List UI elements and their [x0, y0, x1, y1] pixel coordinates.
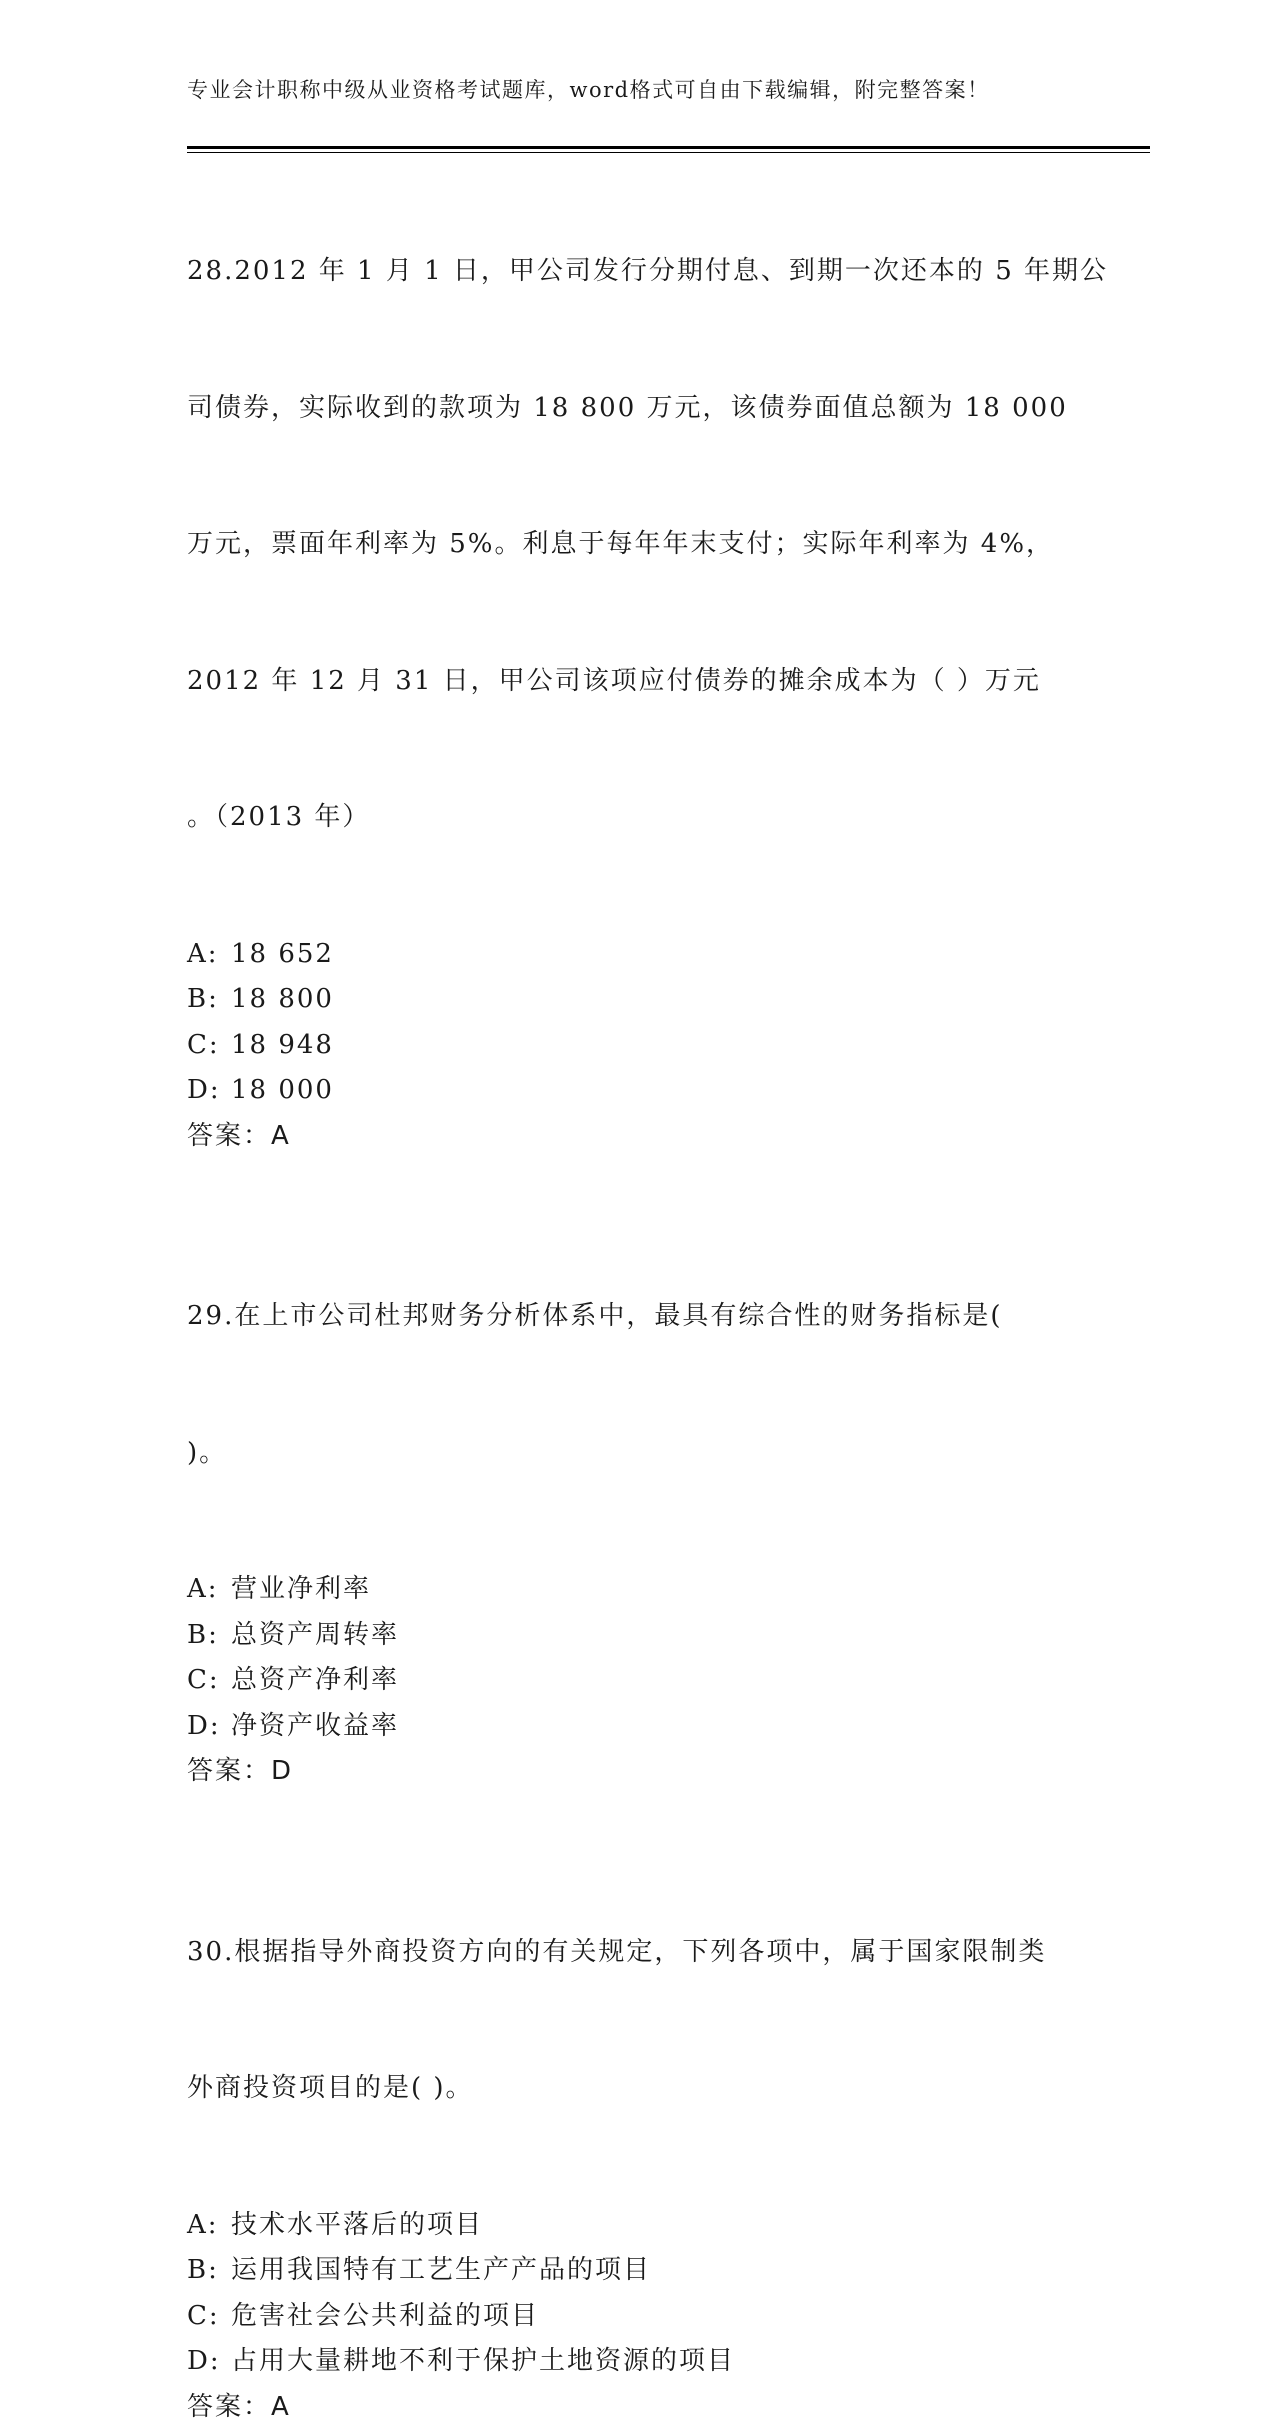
option-b — [187, 1613, 1087, 1659]
option-c — [187, 1658, 1087, 1704]
question-29 — [187, 1203, 1087, 1795]
option-c — [187, 2294, 1087, 2340]
stem-line: 。（2013 年） — [187, 795, 1087, 841]
option-letter: A: — [187, 2203, 231, 2249]
option-a — [187, 1567, 1087, 1613]
stem-line: 30.根据指导外商投资方向的有关规定，下列各项中，属于国家限制类 — [187, 1930, 1087, 1976]
option-text: 净资产收益率 — [231, 1704, 399, 1750]
option-text: 18 800 — [231, 977, 334, 1023]
stem-line: )。 — [187, 1431, 1087, 1477]
stem-line: 外商投资项目的是( )。 — [187, 2066, 1087, 2112]
stem-line: 29.在上市公司杜邦财务分析体系中，最具有综合性的财务指标是( — [187, 1294, 1087, 1340]
option-a — [187, 2203, 1087, 2249]
option-text: 18 652 — [231, 932, 334, 978]
stem-line: 2012 年 12 月 31 日，甲公司该项应付债券的摊余成本为（ ）万元 — [187, 659, 1087, 705]
option-letter: B: — [187, 2248, 231, 2294]
option-letter: B: — [187, 1613, 231, 1659]
answer-line: 答案：A — [187, 1114, 1087, 1160]
stem-line: 司债券，实际收到的款项为 18 800 万元，该债券面值总额为 18 000 — [187, 386, 1087, 432]
option-b — [187, 977, 1087, 1023]
question-30 — [187, 1839, 1087, 2430]
option-c — [187, 1023, 1087, 1069]
question-list — [187, 158, 1087, 2430]
option-letter: A: — [187, 932, 231, 978]
option-d — [187, 1068, 1087, 1114]
option-text: 18 948 — [231, 1023, 334, 1069]
option-text: 占用大量耕地不利于保护土地资源的项目 — [231, 2339, 735, 2385]
option-letter: C: — [187, 1658, 231, 1704]
option-text: 总资产周转率 — [231, 1613, 399, 1659]
stem-line: 28.2012 年 1 月 1 日，甲公司发行分期付息、到期一次还本的 5 年期公 — [187, 249, 1087, 295]
option-text: 危害社会公共利益的项目 — [231, 2294, 539, 2340]
stem-line: 万元，票面年利率为 5%。利息于每年年末支付；实际年利率为 4%， — [187, 522, 1087, 568]
option-letter: C: — [187, 2294, 231, 2340]
answer-line: 答案：A — [187, 2385, 1087, 2430]
option-letter: D: — [187, 1068, 231, 1114]
header-divider-thin — [187, 152, 1150, 153]
option-text: 总资产净利率 — [231, 1658, 399, 1704]
option-letter: D: — [187, 2339, 231, 2385]
question-stem — [187, 158, 1087, 932]
answer-line: 答案：D — [187, 1749, 1087, 1795]
option-letter: D: — [187, 1704, 231, 1750]
page-header: 专业会计职称中级从业资格考试题库，word格式可自由下载编辑，附完整答案！ — [187, 74, 990, 104]
header-divider-thick — [187, 146, 1150, 149]
option-text: 18 000 — [231, 1068, 334, 1114]
question-stem — [187, 1203, 1087, 1567]
option-letter: C: — [187, 1023, 231, 1069]
option-d — [187, 2339, 1087, 2385]
option-letter: B: — [187, 977, 231, 1023]
option-d — [187, 1704, 1087, 1750]
option-letter: A: — [187, 1567, 231, 1613]
question-28 — [187, 158, 1087, 1159]
question-stem — [187, 1839, 1087, 2203]
option-text: 运用我国特有工艺生产产品的项目 — [231, 2248, 651, 2294]
option-text: 技术水平落后的项目 — [231, 2203, 483, 2249]
option-b — [187, 2248, 1087, 2294]
option-a — [187, 932, 1087, 978]
option-text: 营业净利率 — [231, 1567, 371, 1613]
